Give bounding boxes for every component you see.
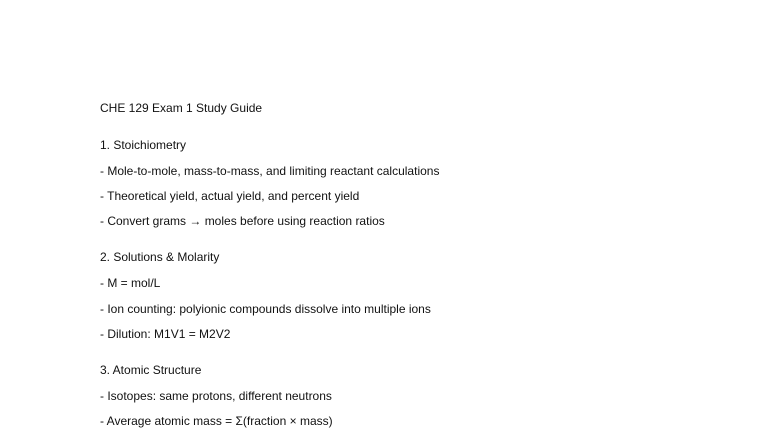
bullet-item: - Average atomic mass = Σ(fraction × mass)	[100, 414, 333, 428]
section-heading-stoichiometry: 1. Stoichiometry	[100, 138, 187, 152]
bullet-item: - Dilution: M1V1 = M2V2	[100, 327, 231, 341]
bullet-item: - Ion counting: polyionic compounds dissolve into multiple ions	[100, 302, 431, 316]
bullet-item: - Theoretical yield, actual yield, and percent yield	[100, 189, 360, 203]
section-heading-solutions: 2. Solutions & Molarity	[100, 250, 220, 264]
bullet-item: - Mole-to-mole, mass-to-mass, and limiting reactant calculations	[100, 164, 440, 178]
bullet-item: - Isotopes: same protons, different neutrons	[100, 389, 332, 403]
bullet-item: - M = mol/L	[100, 276, 161, 290]
bullet-item: - Convert grams → moles before using reaction ratios	[100, 214, 385, 228]
document-title: CHE 129 Exam 1 Study Guide	[100, 101, 263, 115]
section-heading-atomic-structure: 3. Atomic Structure	[100, 363, 202, 377]
